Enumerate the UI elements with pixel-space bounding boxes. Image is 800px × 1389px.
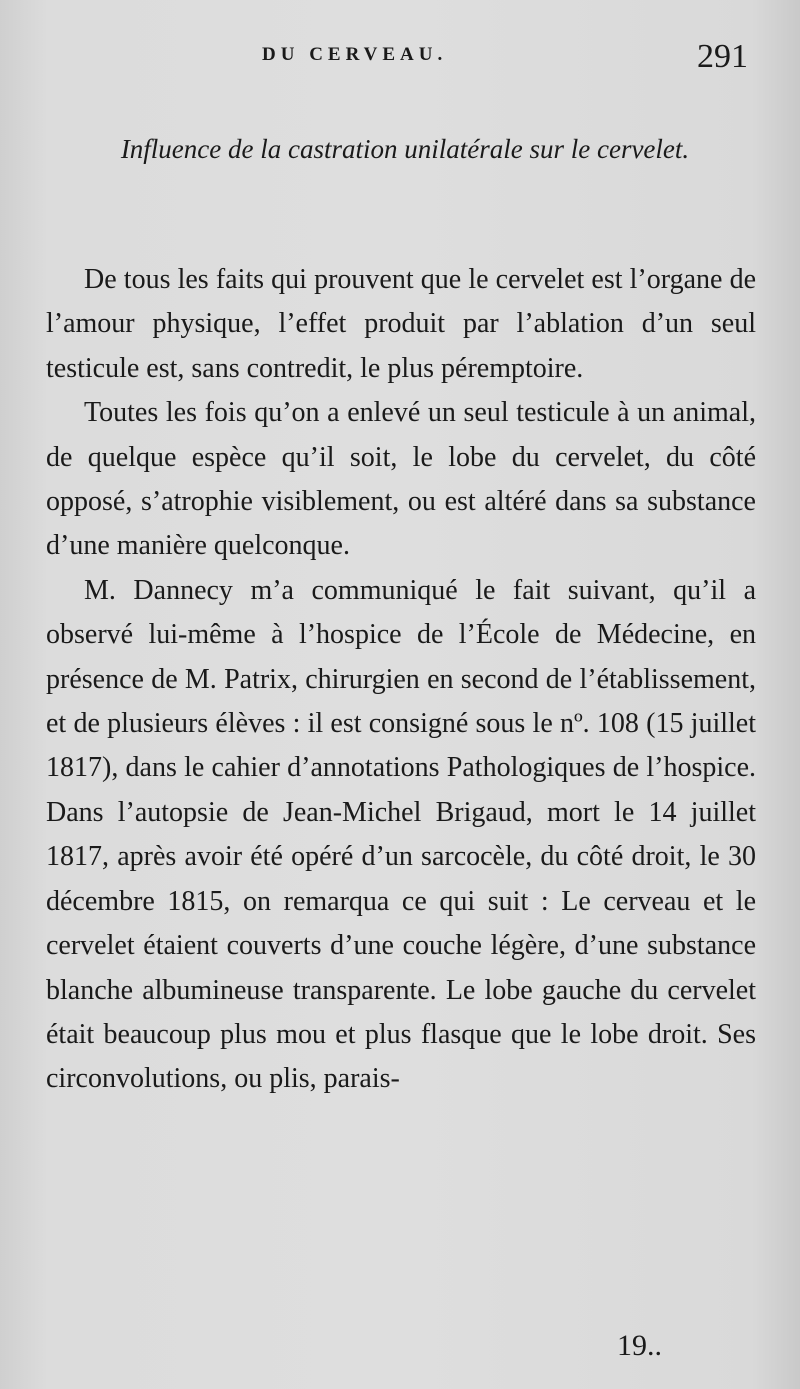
- running-head: [0, 38, 800, 78]
- section-heading: Influence de la castration unilatérale sur le cervelet.: [120, 134, 690, 164]
- running-title: DU CERVEAU.: [262, 44, 448, 65]
- body-text: [46, 258, 756, 1102]
- signature-mark: 19..: [617, 1329, 662, 1362]
- paragraph: Toutes les fois qu’on a enlevé un seul testicule à un animal, de quelque espèce qu’il soit, le lobe du cervelet, du côté opposé, s’atrophie visiblement, ou est altéré dans sa substance d’une manière quelconque.: [46, 397, 756, 562]
- page-number: 291: [697, 38, 748, 75]
- paragraph: M. Dannecy m’a communiqué le fait suivant, qu’il a observé lui-même à l’hospice de l’École de Médecine, en présence de M. Patrix, chirurgien en second de l’établissement, et de plusieurs élèves : il est consigné sous le nº. 108 (15 juillet 1817), dans le cahier d’annotations Pathologiques de l’hospice. Dans l’autopsie de Jean-Michel Brigaud, mort le 14 juillet 1817, après avoir été opéré d’un sarcocèle, du côté droit, le 30 décembre 1815, on remarqua ce qui suit : Le cerveau et le cervelet étaient couverts d’une couche légère, d’une substance blanche albumineuse transparente. Le lobe gauche du cervelet était beaucoup plus mou et plus flasque que le lobe droit. Ses circonvolutions, ou plis, parais-: [46, 574, 756, 1095]
- paragraph: De tous les faits qui prouvent que le cervelet est l’organe de l’amour physique, l’effet produit par l’ablation d’un seul testicule est, sans contredit, le plus péremptoire.: [46, 264, 756, 384]
